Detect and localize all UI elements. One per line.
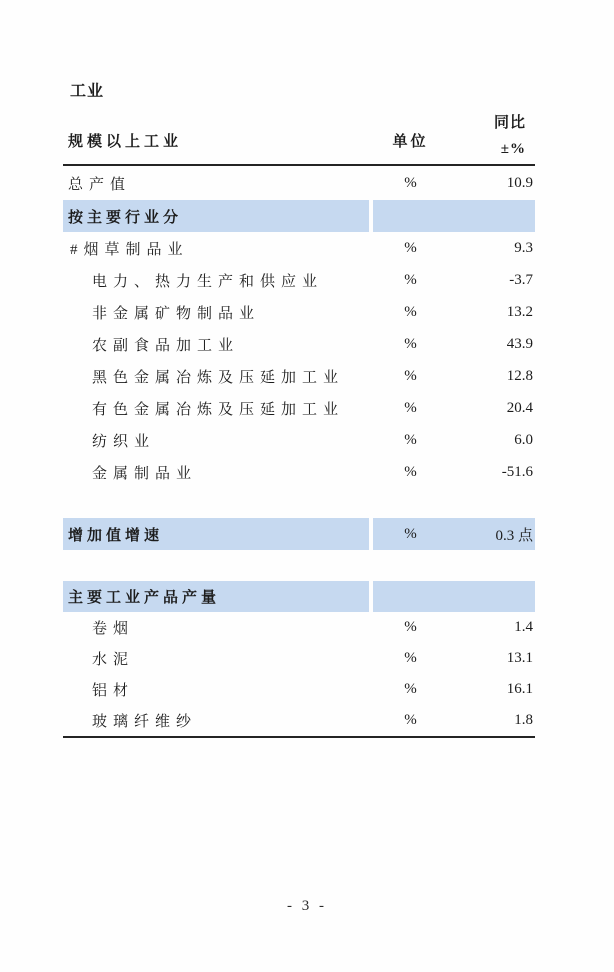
row-unit: % <box>404 174 417 191</box>
table-section-products <box>63 581 535 738</box>
row-value: 6.0 <box>514 431 533 448</box>
row-value <box>448 200 535 232</box>
row-value <box>448 581 535 612</box>
row-label: #烟草制品业 <box>70 241 189 258</box>
table-row <box>63 296 535 328</box>
table-header-row <box>63 108 535 166</box>
table-row <box>63 456 535 488</box>
row-value: 10.9 <box>506 174 533 191</box>
table-section-value-added <box>63 518 535 550</box>
table-row <box>63 328 535 360</box>
table-row <box>63 392 535 424</box>
header-unit: 单位 <box>392 134 429 150</box>
table-row <box>63 360 535 392</box>
row-label: 增加值增速 <box>63 518 369 550</box>
row-label: 纺织业 <box>92 433 156 450</box>
row-unit <box>373 581 448 612</box>
row-value: 20.4 <box>506 399 533 416</box>
row-value: 13.1 <box>506 650 533 666</box>
table-row <box>63 674 535 705</box>
industry-table <box>63 108 535 738</box>
table-body <box>63 166 535 738</box>
row-label: 电力、热力生产和供应业 <box>92 273 324 290</box>
page-number: - 3 - <box>287 898 327 914</box>
row-label: 农副食品加工业 <box>92 337 240 354</box>
row-unit: % <box>404 650 417 666</box>
row-unit: % <box>404 712 417 728</box>
row-value: 1.8 <box>514 712 533 728</box>
table-row <box>63 166 535 200</box>
row-unit: % <box>404 399 417 416</box>
table-row <box>63 518 535 550</box>
table-row <box>63 200 535 232</box>
row-label: 卷烟 <box>92 621 135 637</box>
row-unit: % <box>404 681 417 697</box>
row-label: 铝材 <box>92 683 135 699</box>
row-value: 13.2 <box>506 303 533 320</box>
row-unit: % <box>404 239 417 256</box>
row-unit: % <box>404 431 417 448</box>
row-value: -51.6 <box>501 463 533 480</box>
table-row <box>63 232 535 264</box>
row-value: 16.1 <box>506 681 533 697</box>
header-yoy <box>448 110 535 164</box>
row-label: 黑色金属冶炼及压延加工业 <box>92 369 345 386</box>
row-value: 1.4 <box>514 619 533 635</box>
row-label: 总产值 <box>68 176 132 193</box>
row-unit <box>373 200 448 232</box>
row-unit: % <box>373 518 448 550</box>
table-row <box>63 264 535 296</box>
row-unit: % <box>404 335 417 352</box>
row-label: 金属制品业 <box>92 465 198 482</box>
table-row <box>63 612 535 643</box>
row-unit: % <box>404 303 417 320</box>
header-indicator: 规模以上工业 <box>68 134 183 150</box>
page-title: 工业 <box>70 83 105 100</box>
table-row <box>63 581 535 612</box>
table-row <box>63 643 535 674</box>
row-unit: % <box>404 463 417 480</box>
row-value: -3.7 <box>509 271 533 288</box>
table-row <box>63 424 535 456</box>
header-yoy-line1: 同比 <box>493 115 526 131</box>
table-section-industries <box>63 166 535 488</box>
row-unit: % <box>404 619 417 635</box>
row-unit: % <box>404 271 417 288</box>
row-label: 水泥 <box>92 652 135 668</box>
header-yoy-line2: ±% <box>500 141 526 157</box>
row-label: 有色金属冶炼及压延加工业 <box>92 401 345 418</box>
table-row <box>63 705 535 736</box>
row-label: 主要工业产品产量 <box>63 581 369 612</box>
row-value: 12.8 <box>506 367 533 384</box>
row-label: 玻璃纤维纱 <box>92 714 198 730</box>
row-label: 按主要行业分 <box>63 200 369 232</box>
row-unit: % <box>404 367 417 384</box>
row-value: 43.9 <box>506 335 533 352</box>
row-value: 0.3 点 <box>448 518 535 550</box>
row-label: 非金属矿物制品业 <box>92 305 261 322</box>
row-value: 9.3 <box>514 239 533 256</box>
